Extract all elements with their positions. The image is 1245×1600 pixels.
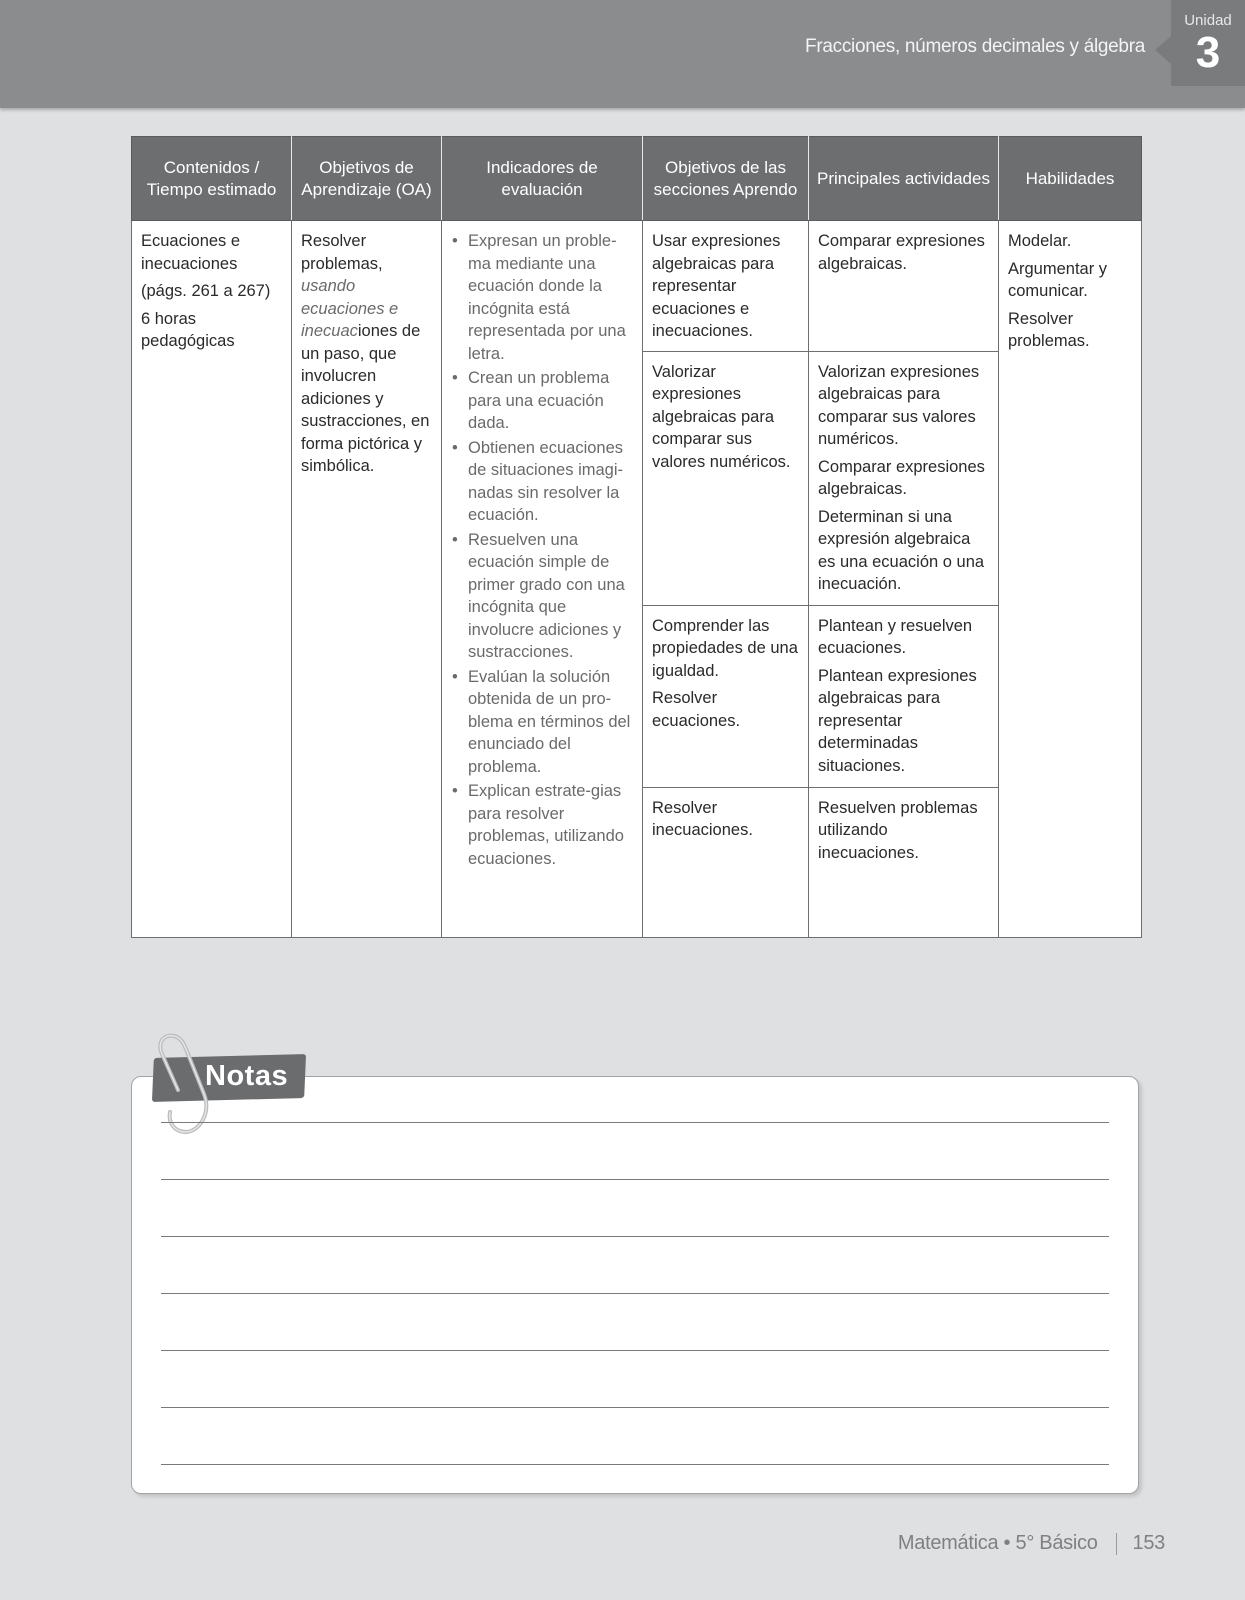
planning-table: [131, 136, 1142, 938]
contenido-time: 6 horas pedagógicas: [141, 309, 235, 350]
unit-tab: [1171, 0, 1245, 86]
header-habilidades: Habilidades: [999, 137, 1142, 221]
contenidos-cell: [132, 221, 292, 938]
list-item: [451, 367, 634, 435]
objetivo-cell: [643, 351, 809, 605]
actividad-text: Determinan si una expresión algebraica es una ecuación o una inecuación.: [818, 507, 985, 593]
notes-title: Notas: [205, 1060, 289, 1092]
oa-text-end: iones de un paso, que involucren adiciones y sustracciones, en forma pictórica y simbólica.: [301, 322, 430, 475]
habilidades-cell: [999, 221, 1142, 938]
contenido-title: Ecuaciones e inecuaciones: [141, 232, 241, 273]
indicador-text: Obtienen ecuaciones de situaciones imagi-nadas sin resolver la ecuación.: [468, 438, 624, 524]
note-line: [161, 1122, 1109, 1123]
header-indicadores: Indicadores de evaluación: [442, 137, 643, 221]
actividad-text: Plantean expresiones algebraicas para representar determinadas situaciones.: [818, 666, 977, 775]
objetivo-text: Valorizar expresiones algebraicas para comparar sus valores numéricos.: [652, 362, 791, 471]
list-item: [451, 780, 634, 870]
bullet: •: [452, 530, 458, 549]
indicador-text: Expresan un proble-ma mediante una ecuación donde la incógnita está representada por una letra.: [468, 232, 626, 363]
indicador-text: Resuelven una ecuación simple de primer grado con una incógnita que involucre adiciones y sustracciones.: [468, 530, 625, 661]
note-line: [161, 1464, 1109, 1465]
actividad-cell: [809, 605, 999, 787]
note-line: [161, 1350, 1109, 1351]
indicadores-cell: [442, 221, 643, 938]
note-line: [161, 1236, 1109, 1237]
oa-text-italic: usando ecuaciones e inecuac: [301, 277, 399, 340]
oa-cell: [292, 221, 442, 938]
note-line: [161, 1293, 1109, 1294]
bullet: •: [452, 438, 458, 457]
bullet: •: [452, 369, 458, 387]
indicador-text: Crean un problema para una ecuación dada.: [468, 369, 610, 432]
table-row: [132, 221, 1142, 352]
actividad-text: Resuelven problemas utilizando inecuaciones.: [818, 798, 978, 862]
header-oa: Objetivos de Aprendizaje (OA): [292, 137, 442, 221]
indicador-text: Explican estrate-gias para resolver problemas, utilizando ecuaciones.: [468, 782, 624, 868]
book-title: Matemática • 5° Básico: [897, 1532, 1098, 1554]
objetivo-cell: [643, 605, 809, 787]
list-item: [451, 437, 634, 527]
actividad-text: Comparar expresiones algebraicas.: [818, 232, 985, 273]
bullet: •: [452, 782, 458, 800]
objetivo-cell: [643, 221, 809, 352]
habilidad-text: Resolver problemas.: [1008, 309, 1090, 350]
header-objetivos-aprendo: Objetivos de las secciones Aprendo: [643, 137, 809, 221]
actividad-text: Plantean y resuelven ecuaciones.: [818, 616, 973, 657]
objetivo-text: Resolver inecuaciones.: [652, 798, 753, 839]
bullet: •: [452, 232, 458, 250]
bullet: •: [452, 667, 458, 686]
footer-divider: [1116, 1533, 1117, 1555]
unit-number: 3: [1195, 28, 1221, 77]
list-item: [451, 529, 634, 664]
note-line: [161, 1179, 1109, 1180]
notes-box: [131, 1076, 1139, 1494]
header-actividades: Principales actividades: [809, 137, 999, 221]
habilidad-text: Argumentar y comunicar.: [1008, 259, 1108, 300]
objetivo-text: Resolver ecuaciones.: [652, 689, 741, 730]
habilidad-text: Modelar.: [1008, 232, 1072, 250]
list-item: [451, 666, 634, 779]
objetivo-text: Comprender las propiedades de una igualdad.: [652, 616, 798, 680]
page-footer: [898, 1532, 1165, 1555]
actividad-cell: [809, 221, 999, 352]
actividad-cell: [809, 787, 999, 937]
note-line: [161, 1407, 1109, 1408]
header-contenidos: Contenidos / Tiempo estimado: [132, 137, 292, 221]
page-header: [0, 0, 1245, 108]
objetivo-text: Usar expresiones algebraicas para representar ecuaciones e inecuaciones.: [652, 232, 781, 340]
chapter-title: Fracciones, números decimales y álgebra: [805, 36, 1145, 57]
indicador-text: Evalúan la solución obtenida de un pro-blema en términos del enunciado del problema.: [468, 667, 631, 776]
indicadores-list: [451, 230, 634, 870]
objetivo-cell: [643, 787, 809, 937]
actividad-text: Valorizan expresiones algebraicas para comparar sus valores numéricos.: [818, 362, 980, 448]
actividad-cell: [809, 351, 999, 605]
oa-text: Resolver problemas,: [301, 232, 383, 273]
unit-label: Unidad: [1184, 12, 1232, 29]
actividad-text: Comparar expresiones algebraicas.: [818, 457, 985, 498]
list-item: [451, 230, 634, 365]
table-header-row: [132, 137, 1142, 221]
page-number: 153: [1132, 1532, 1165, 1554]
contenido-pages: (págs. 261 a 267): [141, 282, 271, 300]
